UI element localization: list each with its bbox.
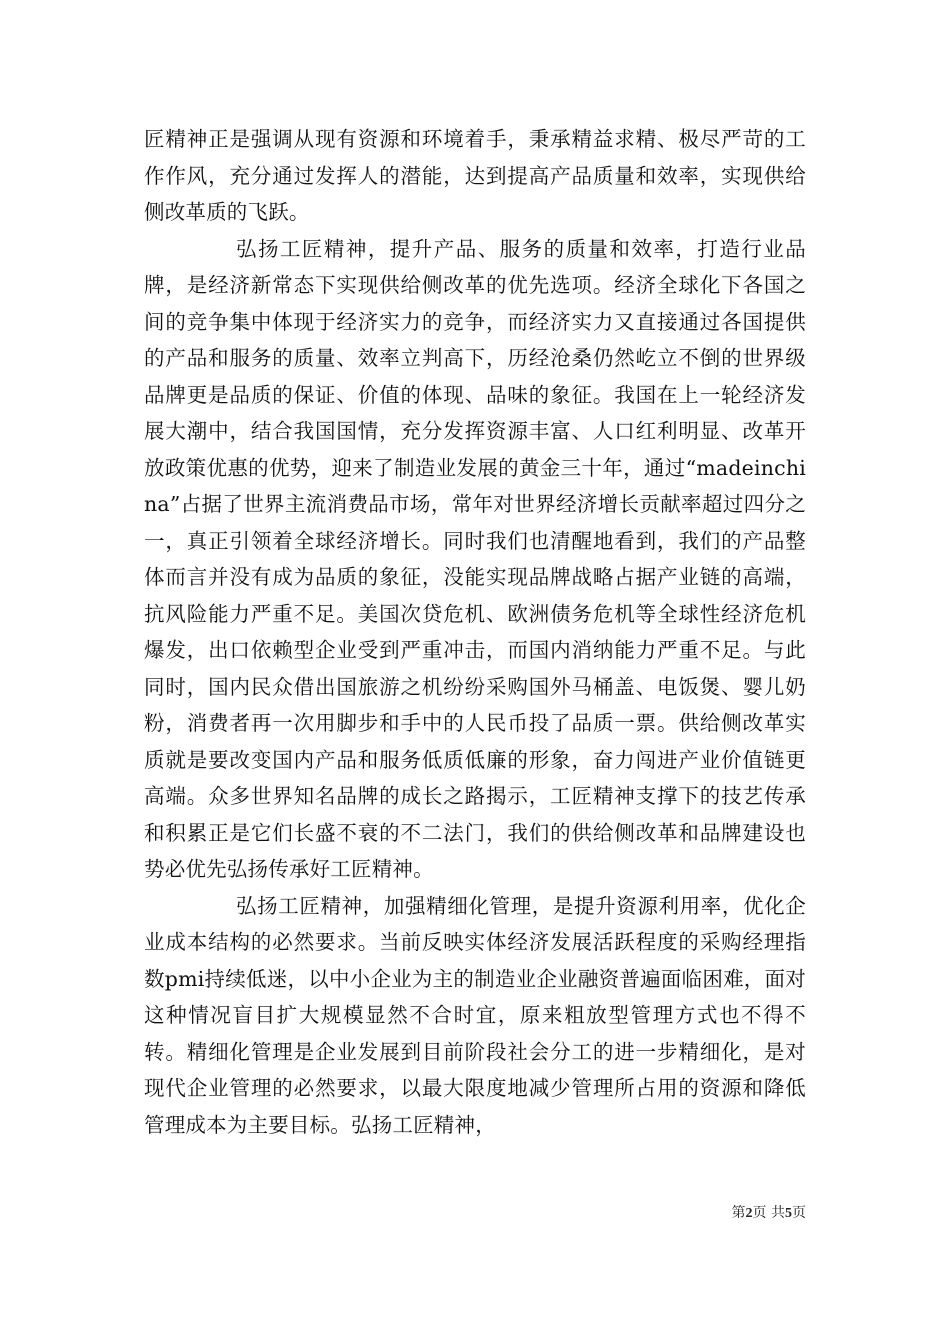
footer-prefix: 第 <box>731 1205 746 1221</box>
current-page-number: 2 <box>745 1206 753 1221</box>
body-text <box>144 121 806 1143</box>
footer-suffix: 页 <box>792 1205 806 1221</box>
total-pages-number: 5 <box>785 1206 792 1221</box>
paragraph-brand-quality: 弘扬工匠精神，提升产品、服务的质量和效率，打造行业品牌，是经济新常态下实现供给侧改革的优先选项。经济全球化下各国之间的竞争集中体现于经济实力的竞争，而经济实力又直接通过各国提供的产品和服务的质量、效率立判高下，历经沧桑仍然屹立不倒的世界级品牌更是品质的保证、价值的体现、品味的象征。我国在上一轮经济发展大潮中，结合我国国情，充分发挥资源丰富、人口红利明显、改革开放政策优惠的优势，迎来了制造业发展的黄金三十年，通过“madeinchina”占据了世界主流消费品市场，常年对世界经济增长贡献率超过四分之一，真正引领着全球经济增长。同时我们也清醒地看到，我们的产品整体而言并没有成为品质的象征，没能实现品牌战略占据产业链的高端，抗风险能力严重不足。美国次贷危机、欧洲债务危机等全球性经济危机爆发，出口依赖型企业受到严重冲击，而国内消纳能力严重不足。与此同时，国内民众借出国旅游之机纷纷采购国外马桶盖、电饭煲、婴儿奶粉，消费者再一次用脚步和手中的人民币投了品质一票。供给侧改革实质就是要改变国内产品和服务低质低廉的形象，奋力闯进产业价值链更高端。众多世界知名品牌的成长之路揭示，工匠精神支撑下的技艺传承和积累正是它们长盛不衰的不二法门，我们的供给侧改革和品牌建设也势必优先弘扬传承好工匠精神。 <box>144 236 806 881</box>
footer-middle: 页 共 <box>752 1205 785 1221</box>
page-number-footer <box>732 1204 806 1223</box>
paragraph-refined-management: 弘扬工匠精神，加强精细化管理，是提升资源利用率，优化企业成本结构的必然要求。当前反映实体经济发展活跃程度的采购经理指数pmi持续低迷，以中小企业为主的制造业企业融资普遍面临困难，面对这种情况盲目扩大规模显然不合时宜，原来粗放型管理方式也不得不转。精细化管理是企业发展到目前阶段社会分工的进一步精细化，是对现代企业管理的必然要求，以最大限度地减少管理所占用的资源和降低管理成本为主要目标。弘扬工匠精神， <box>144 893 806 1137</box>
paragraph-continuation: 匠精神正是强调从现有资源和环境着手，秉承精益求精、极尽严苛的工作作风，充分通过发挥人的潜能，达到提高产品质量和效率，实现供给侧改革质的飞跃。 <box>144 127 806 224</box>
